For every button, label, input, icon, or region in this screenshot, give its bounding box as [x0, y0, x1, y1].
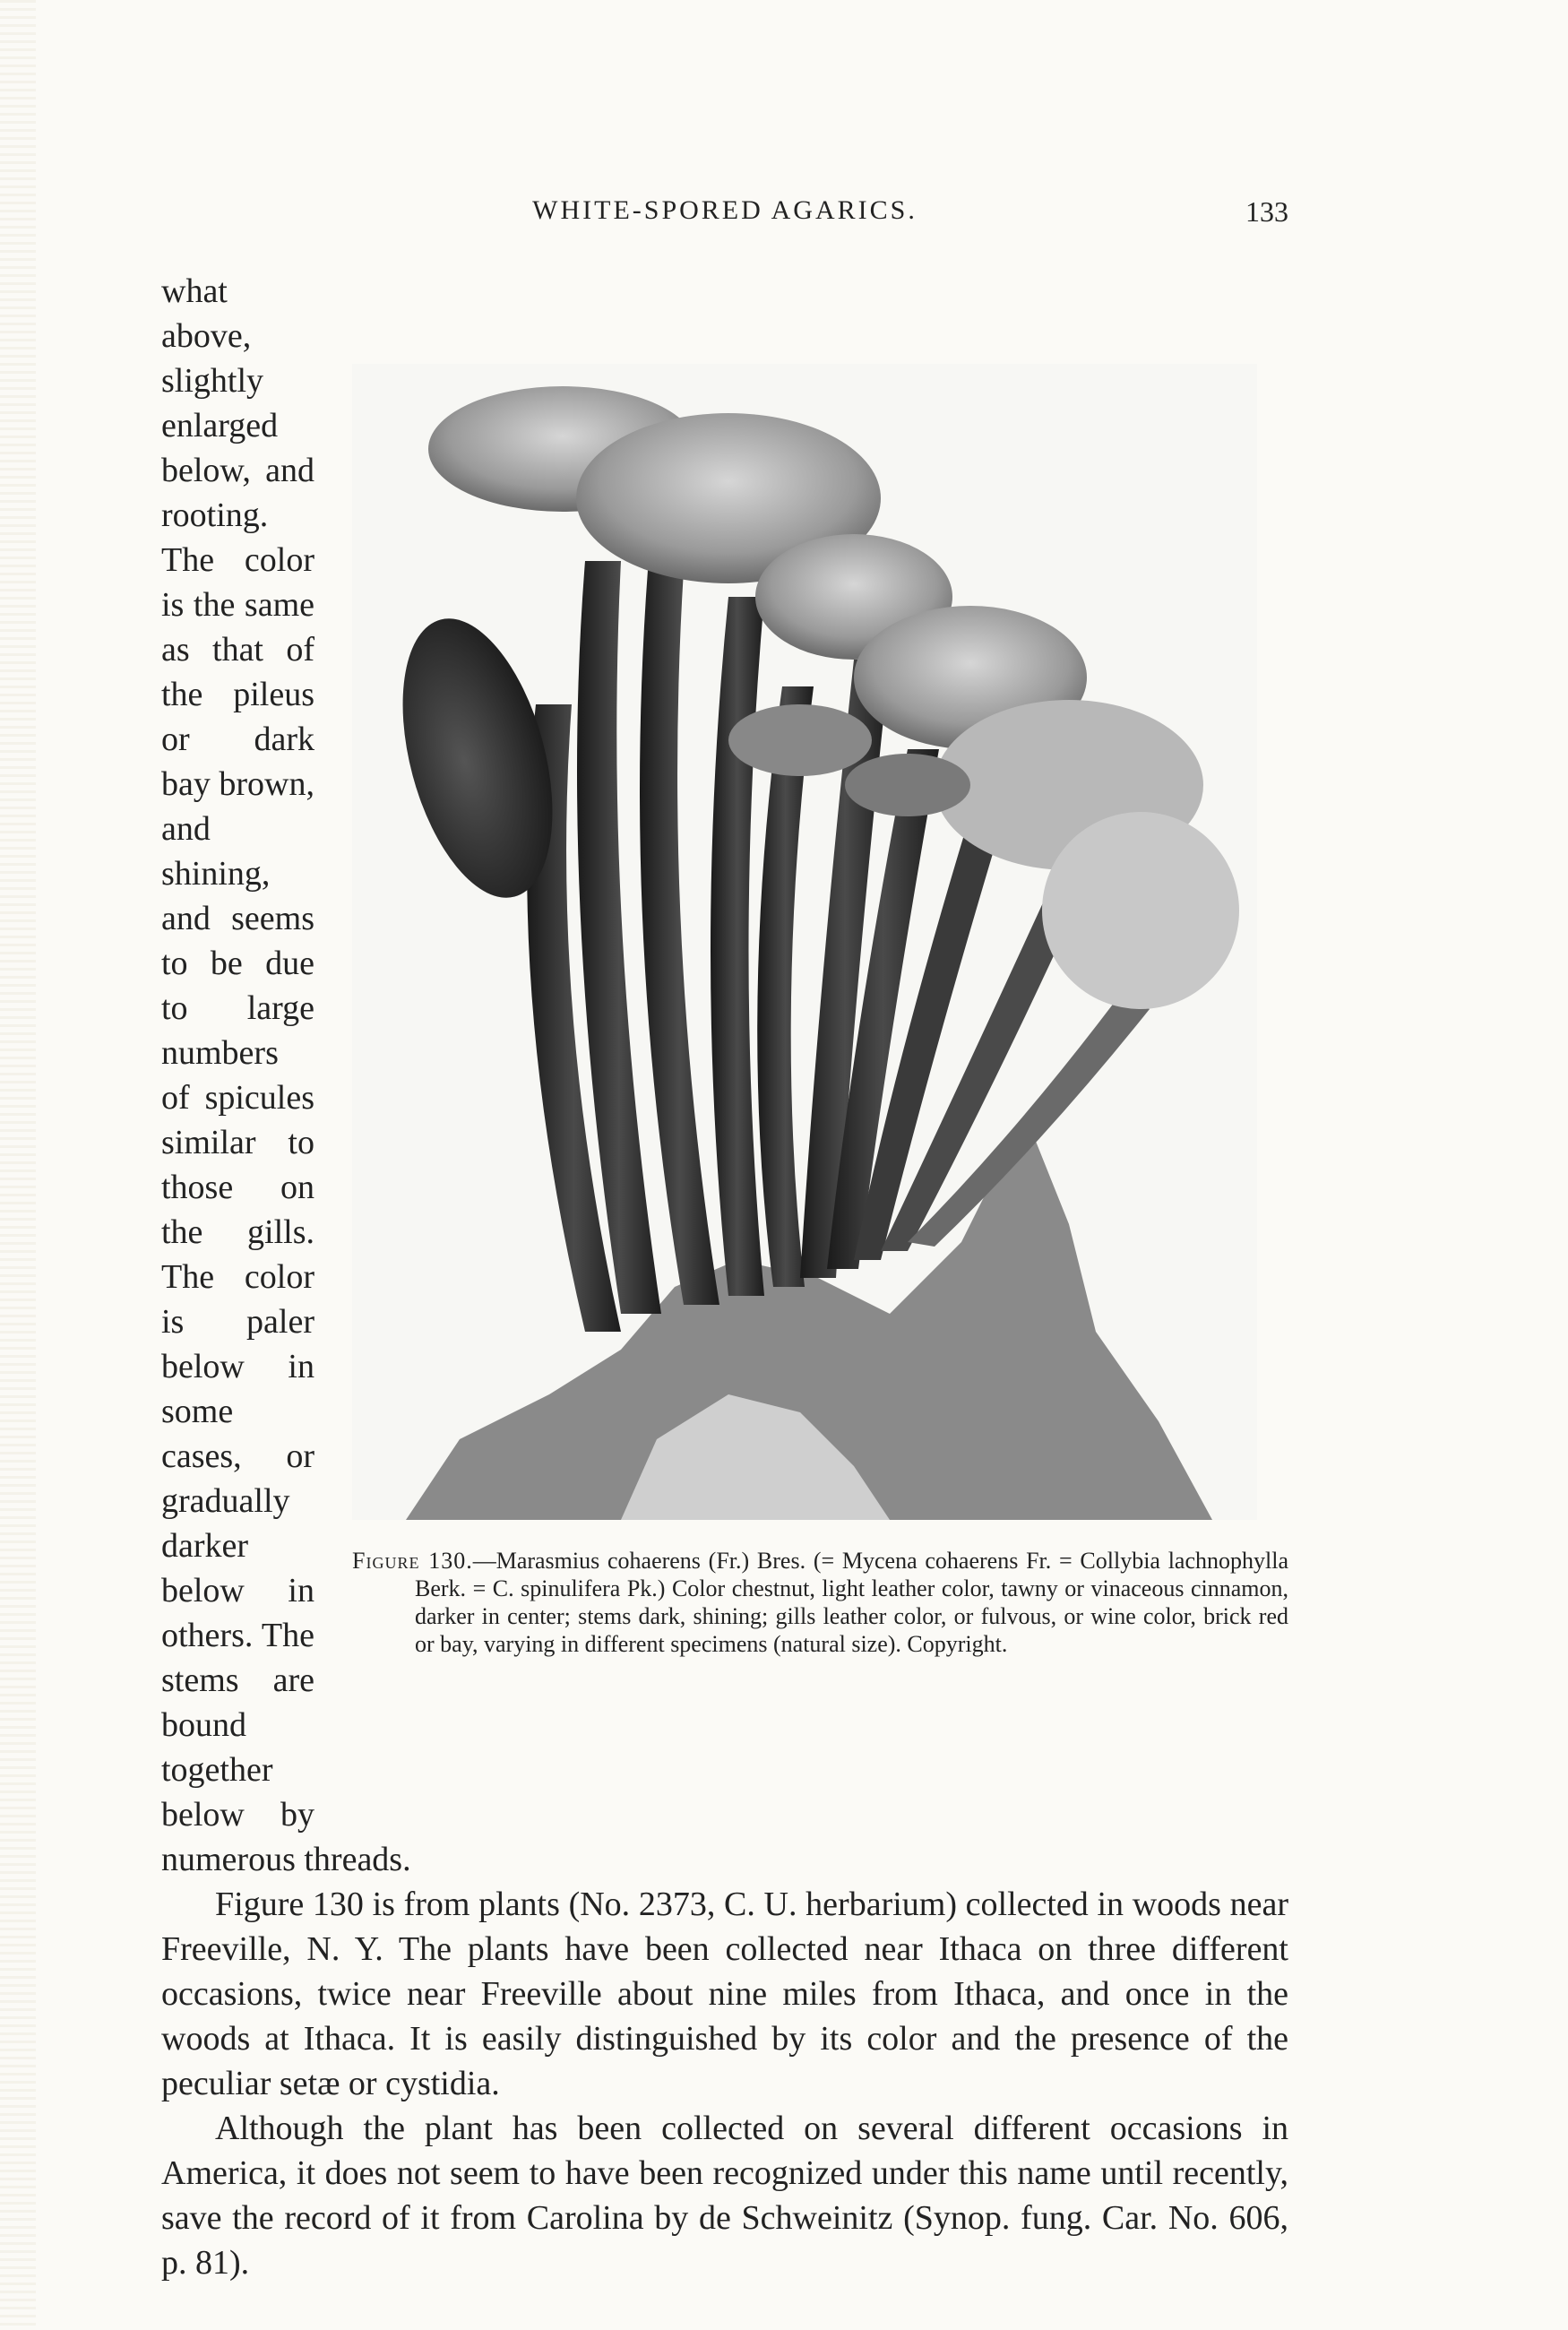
mushroom-photo — [352, 364, 1257, 1520]
paragraph-3: Although the plant has been collected on several different occasions in America, it does not seem to have been recognized under this name until recently, save the record of it from Carolina by de Schweinitz (Synop. fung. Car. No. 606, p. 81). — [161, 2110, 1288, 2282]
caption-label: Figure 130. — [352, 1548, 473, 1574]
paragraph-2: Figure 130 is from plants (No. 2373, C. U. herbarium) collected in woods near Freeville, N. Y. The plants have been collected near Ithaca on three different occasions, twice near Freeville about nine miles from Ithaca, and once in the woods at Ithaca. It is easily distinguished by its color and the presence of the peculiar setæ or cystidia. — [161, 1886, 1288, 2102]
figure-130 — [352, 364, 1288, 1780]
scan-edge — [0, 0, 36, 2330]
paragraph-1: what above, slightly enlarged below, and rooting. The color is the same as that of the pileus or dark bay brown, and shining, and seems to be due to large numbers of spicules similar to those on the gills. The color is paler below in some cases, or gradually darker below in others. The stems are bound together below by numerous threads. — [161, 272, 411, 1878]
figure-caption — [352, 1547, 1288, 1658]
page-header — [161, 195, 1288, 249]
caption-text: —Marasmius cohaerens (Fr.) Bres. (= Mycena cohaerens Fr. = Collybia lachnophylla Berk. = C. spinulifera Pk.) Color chestnut, light leather color, tawny or vinaceous cinnamon, darker in center; stems dark, shining; gills leather color, or fulvous, or wine color, brick red or bay, varying in different specimens (natural size). Copyright. — [415, 1548, 1288, 1657]
running-head: WHITE-SPORED AGARICS. — [532, 195, 918, 225]
body-text — [161, 269, 1288, 2285]
page-number: 133 — [1245, 195, 1288, 228]
